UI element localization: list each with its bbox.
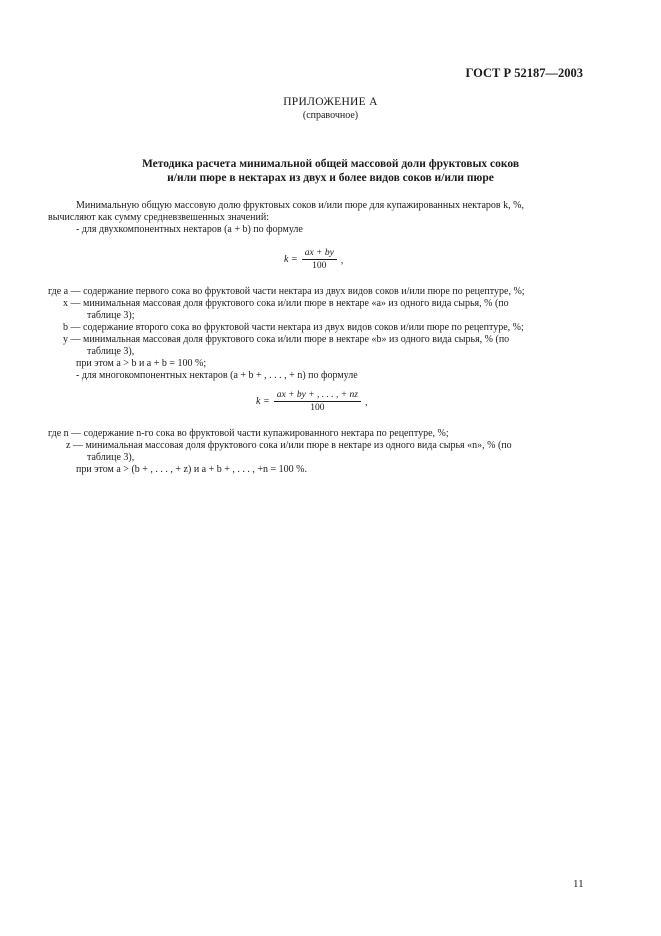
page-number: 11 — [573, 878, 584, 890]
formula1-fraction — [302, 248, 337, 271]
formula2-numerator: ax + by + , . . . , + nz — [274, 390, 361, 402]
appendix-title: ПРИЛОЖЕНИЕ А — [283, 96, 378, 108]
where1-y-line1: y — минимальная массовая доля фруктового сока и/или пюре в нектаре «b» из одного вида сырья, % (по — [63, 334, 510, 345]
formula1-tail: , — [340, 255, 344, 267]
where1-x-line1: x — минимальная массовая доля фруктового сока и/или пюре в нектаре «a» из одного вида сырья, % (по — [63, 298, 509, 309]
condition2: при этом a > (b + , . . . , + z) и a + b + , . . . , +n = 100 %. — [76, 464, 308, 475]
intro-line1: Минимальную общую массовую долю фруктовых соков и/или пюре для купажированных нектаров k, %, — [76, 200, 524, 211]
formula2-fraction — [274, 390, 361, 413]
formula1-numerator: ax + by — [302, 248, 337, 260]
where1-x-line2: таблице 3); — [87, 310, 135, 321]
section-title-line2: и/или пюре в нектарах из двух и более видов соков и/или пюре — [167, 172, 494, 184]
formula2-tail: , — [364, 397, 368, 409]
intro-line2: вычисляют как сумму средневзвешенных значений: — [48, 212, 269, 223]
section-title-line1: Методика расчета минимальной общей массовой доли фруктовых соков — [141, 158, 520, 170]
formula1-denominator: 100 — [312, 261, 327, 271]
appendix-subtitle: (справочное) — [302, 110, 359, 121]
where2-n: где n — содержание n-го сока во фруктовой части купажированного нектара по рецептуре, %; — [48, 428, 449, 439]
where1-y-line2: таблице 3), — [87, 346, 135, 357]
where2-z-line1: z — минимальная массовая доля фруктового сока и/или пюре в нектаре из одного вида сырья «n», % (по — [66, 440, 512, 451]
formula-two-component — [284, 248, 343, 271]
formula-multi-component — [256, 390, 367, 413]
multi-component-label: - для многокомпонентных нектаров (a + b + , . . . , + n) по формуле — [76, 370, 358, 381]
formula1-lhs: k = — [284, 254, 298, 265]
formula2-denominator: 100 — [310, 403, 325, 413]
where1-a: где a — содержание первого сока во фруктовой части нектара из двух видов соков и/или пюре по рецептуре, %; — [48, 286, 525, 297]
formula2-lhs: k = — [256, 396, 270, 407]
where1-b: b — содержание второго сока во фруктовой части нектара из двух видов соков и/или пюре по рецептуре, %; — [63, 322, 524, 333]
two-component-label: - для двухкомпонентных нектаров (a + b) по формуле — [76, 224, 303, 235]
condition1: при этом a > b и a + b = 100 %; — [76, 358, 207, 369]
standard-number: ГОСТ Р 52187—2003 — [465, 66, 583, 80]
where2-z-line2: таблице 3), — [87, 452, 135, 463]
